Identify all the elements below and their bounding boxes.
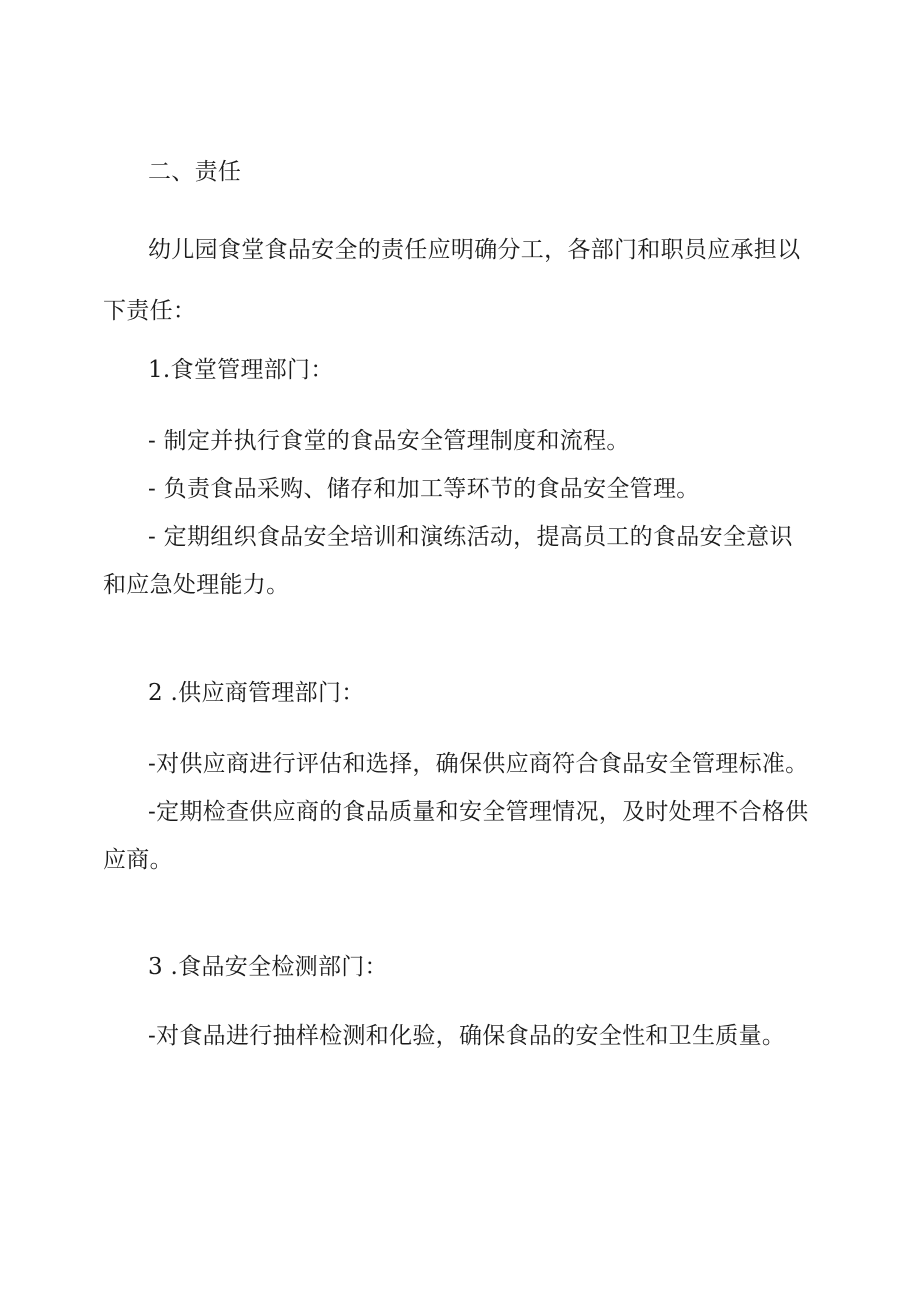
section-heading: 二、责任 bbox=[148, 159, 242, 185]
dept2-title: 2 .供应商管理部门： bbox=[148, 680, 365, 706]
dept2-item-2-line-2: 应商。 bbox=[103, 847, 173, 873]
dept2-item-2-line-1: -定期检查供应商的食品质量和安全管理情况，及时处理不合格供 bbox=[148, 799, 809, 825]
dept1-item-3-line-2: 和应急处理能力。 bbox=[103, 572, 290, 598]
dept2-item-1: -对供应商进行评估和选择，确保供应商符合食品安全管理标准。 bbox=[148, 751, 809, 777]
intro-paragraph-line-2: 下责任： bbox=[103, 298, 197, 324]
dept1-item-1: - 制定并执行食堂的食品安全管理制度和流程。 bbox=[148, 428, 630, 454]
dept3-title: 3 .食品安全检测部门： bbox=[148, 954, 388, 980]
intro-paragraph-line-1: 幼儿园食堂食品安全的责任应明确分工，各部门和职员应承担以 bbox=[148, 237, 801, 263]
dept1-item-3-line-1: - 定期组织食品安全培训和演练活动，提高员工的食品安全意识 bbox=[148, 524, 793, 550]
dept1-item-2: - 负责食品采购、储存和加工等环节的食品安全管理。 bbox=[148, 476, 700, 502]
dept3-item-1: -对食品进行抽样检测和化验，确保食品的安全性和卫生质量。 bbox=[148, 1023, 786, 1049]
dept1-title: 1.食堂管理部门： bbox=[148, 357, 334, 383]
